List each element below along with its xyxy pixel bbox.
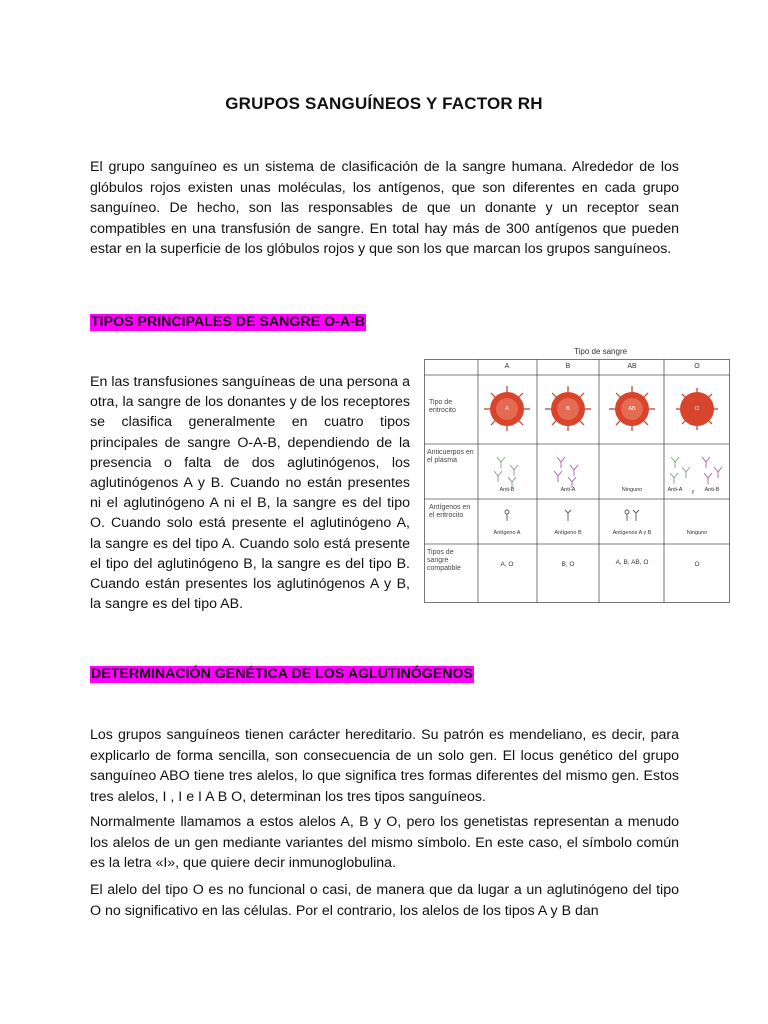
intro-paragraph: El grupo sanguíneo es un sistema de clasificación de la sangre humana. Alrededor de los glóbulos rojos existen unas moléculas, los antígenos, que son diferentes en cada grupo sanguíneo. De hecho, son las responsables de que un donante y un receptor sean compatibles en una transfusión de sangre. En total hay más de 300 antígenos que pueden estar en la superficie de los glóbulos rojos y que son los que marcan los grupos sanguíneos.: [90, 159, 679, 257]
genetica-paragraph-1: Los grupos sanguíneos tienen carácter hereditario. Su patrón es mendeliano, es decir, para explicarlo de forma sencilla, son consecuencia de un solo gen. El locus genético del grupo sanguíneo ABO tiene tres alelos, lo que significa tres formas diferentes del mismo gen. Estos tres alelos, I , I e I A B O, determinan los tres tipos sanguíneos.: [90, 727, 679, 805]
col-header-a: A: [504, 363, 510, 370]
page-title: GRUPOS SANGUÍNEOS Y FACTOR RH: [225, 94, 543, 113]
antibody-anti-a-icon: [554, 457, 578, 488]
compatible-o: O: [694, 561, 700, 568]
antibody-label-o-anti-a: Anti-A: [667, 487, 683, 493]
antigen-glyphs-icon: [505, 510, 639, 521]
row-label-eritrocito: Tipo de eritrocito: [429, 399, 456, 414]
cell-letter-o: O: [694, 406, 700, 412]
row-label-anticuerpos: Anticuerpos en el plasma: [427, 449, 474, 464]
antibody-label-ab: Ninguno: [621, 487, 643, 493]
antibody-o-anti-a-icon: [670, 457, 690, 484]
antibody-o-anti-b-icon: [702, 457, 722, 484]
compatible-a: A, O: [500, 561, 514, 568]
row-label-compatible: Tipos de sangre compatible: [427, 549, 461, 572]
cell-letter-ab: AB: [628, 406, 636, 412]
cell-letter-b: B: [566, 406, 570, 412]
section-heading-tipos: TIPOS PRINCIPALES DE SANGRE O-A-B: [91, 314, 366, 330]
antibody-anti-b-icon: [494, 457, 518, 488]
row-label-antigenos: Antígenos en el eritrocito: [429, 504, 471, 519]
antibody-label-b: Anti-A: [560, 487, 576, 493]
compatible-b: B, O: [561, 561, 575, 568]
antigen-label-a: Antígeno A: [493, 530, 521, 536]
antibody-label-a: Anti-B: [499, 487, 515, 493]
section-heading-genetica: DETERMINACIÓN GENÉTICA DE LOS AGLUTINÓGENOS: [91, 666, 474, 682]
col-header-b: B: [565, 363, 571, 370]
antigen-label-b: Antígeno B: [554, 530, 582, 536]
cell-letter-a: A: [505, 406, 509, 412]
genetica-paragraph-2: Normalmente llamamos a estos alelos A, B y O, pero los genetistas representan a menudo los alelos de un gen mediante variantes del mismo símbolo. En este caso, el símbolo común es la letra «I», que quiere decir inmunoglobulina.: [90, 814, 679, 871]
genetica-paragraph-3: El alelo del tipo O es no funcional o casi, de manera que da lugar a un aglutinógeno del tipo O no significativo en las células. Por el contrario, los alelos de los tipos A y B dan: [90, 882, 679, 919]
antigen-label-o: Ninguno: [686, 530, 708, 536]
col-header-ab: AB: [627, 363, 637, 370]
antigen-label-ab: Antígenos A y B: [612, 530, 652, 536]
table-header: Tipo de sangre: [574, 347, 628, 356]
compatible-ab: A, B, AB, O: [615, 559, 649, 566]
antibody-label-o-y: y: [691, 489, 695, 495]
col-header-o: O: [694, 363, 700, 370]
tipos-paragraph: En las transfusiones sanguíneas de una persona a otra, la sangre de los donantes y de los receptores se clasifica generalmente en cuatro tipos principales de sangre O-A-B, dependiendo de la presencia o falta de dos aglutinógenos, los aglutinógenos A y B. Cuando no están presentes ni el aglutinógeno A ni el B, la sangre es del tipo O. Cuando solo está presente el aglutinógeno A, la sangre es del tipo A. Cuando solo está presente el tipo del aglutinógeno B, la sangre es del tipo B. Cuando están presentes los aglutinógenos A y B, la sangre es del tipo AB.: [90, 374, 410, 613]
antibody-label-o-anti-b: Anti-B: [704, 487, 720, 493]
